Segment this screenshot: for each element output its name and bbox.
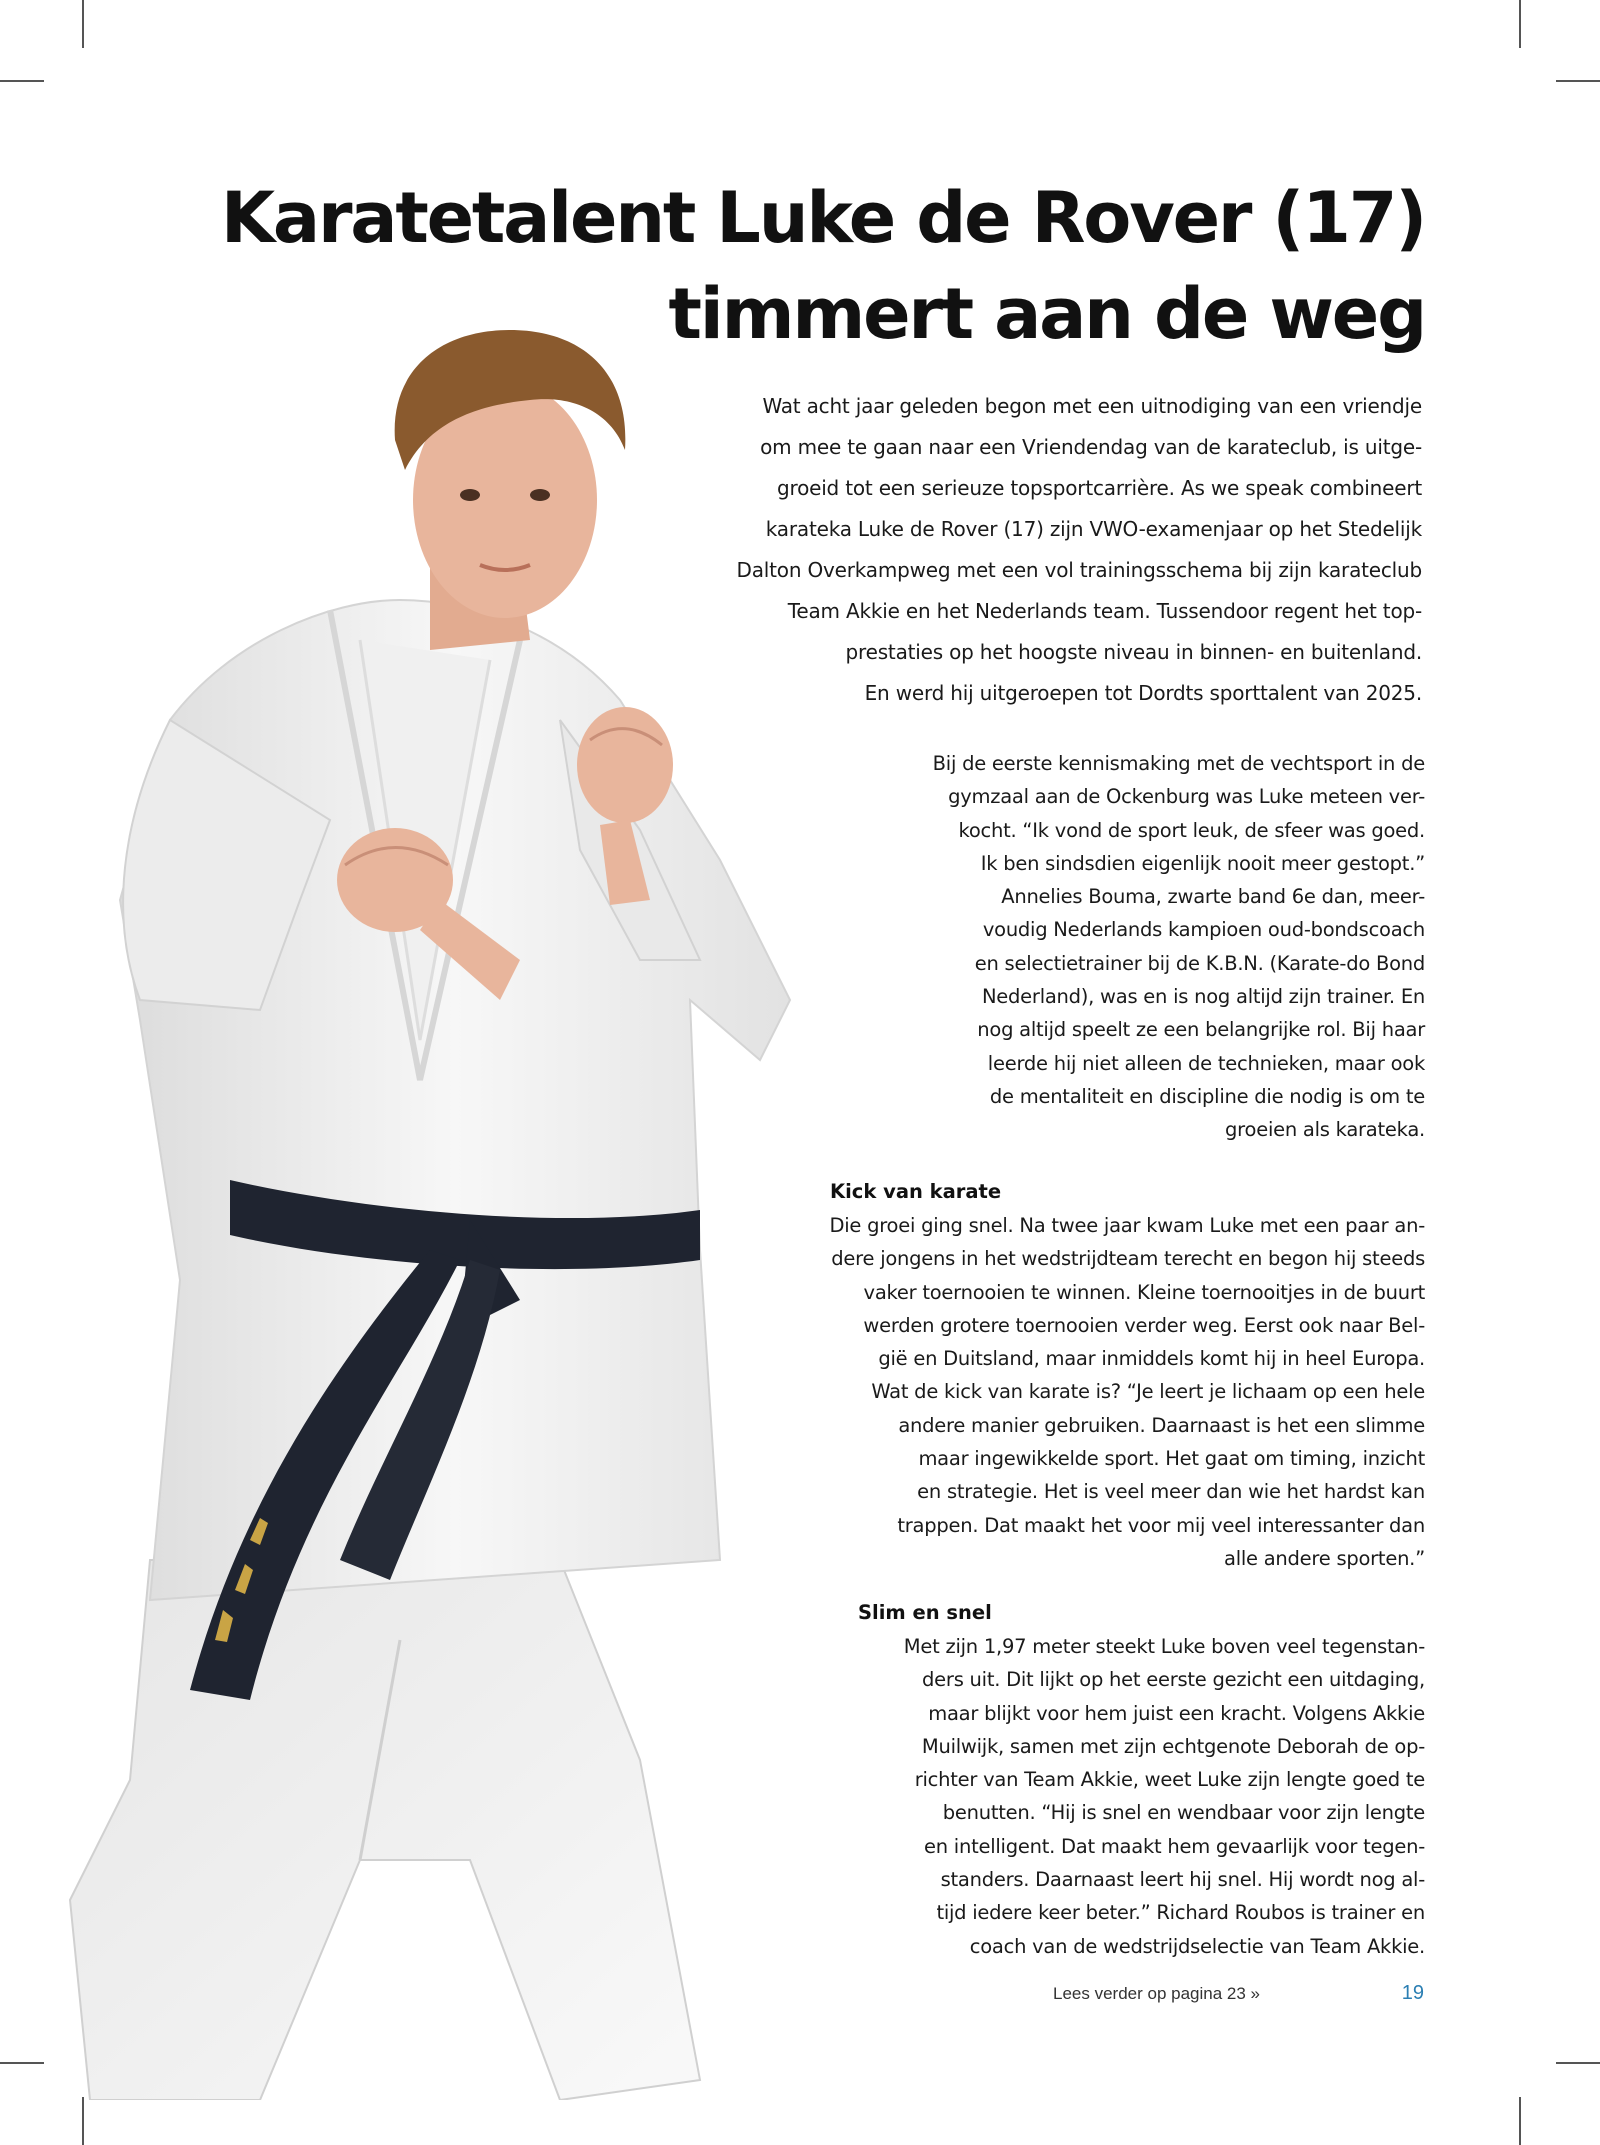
intro-line: prestaties op het hoogste niveau in binnen- en buitenland. bbox=[845, 640, 1422, 664]
intro-line: Dalton Overkampweg met een vol trainingsschema bij zijn karateclub bbox=[736, 558, 1422, 582]
body-line: voudig Nederlands kampioen oud-bondscoach bbox=[982, 918, 1425, 942]
body-line: Bij de eerste kennismaking met de vechtsport in de bbox=[932, 752, 1425, 775]
body-line: nog altijd speelt ze een belangrijke rol. Bij haar bbox=[977, 1018, 1425, 1042]
body-line: maar blijkt voor hem juist een kracht. Volgens Akkie bbox=[928, 1701, 1425, 1725]
title-line: Karatetalent Luke de Rover (17) bbox=[220, 177, 1425, 259]
intro-line: groeid tot een serieuze topsportcarrière. As we speak combineert bbox=[776, 476, 1422, 500]
body-line: kocht. “Ik vond de sport leuk, de sfeer was goed. bbox=[958, 818, 1425, 842]
body-line: Ik ben sindsdien eigenlijk nooit meer gestopt.” bbox=[980, 851, 1425, 875]
crop-mark-top-left-vertical bbox=[82, 0, 84, 48]
crop-mark-top-right-vertical bbox=[1519, 0, 1521, 48]
body-line: dere jongens in het wedstrijdteam terecht en begon hij steeds bbox=[831, 1247, 1425, 1271]
body-line: alle andere sporten.” bbox=[1224, 1546, 1425, 1570]
crop-mark-bottom-right-vertical bbox=[1519, 2097, 1521, 2145]
crop-mark-top-right-horizontal bbox=[1556, 80, 1600, 82]
right-fist bbox=[577, 707, 673, 823]
intro-line: Team Akkie en het Nederlands team. Tussendoor regent het top- bbox=[787, 599, 1422, 623]
subheading-slim-en-snel: Slim en snel bbox=[858, 1601, 992, 1624]
body-line: vaker toernooien te winnen. Kleine toernooitjes in de buurt bbox=[863, 1280, 1425, 1304]
body-line: maar ingewikkelde sport. Het gaat om timing, inzicht bbox=[918, 1447, 1425, 1471]
body-paragraph-2 bbox=[740, 1209, 1425, 1575]
body-line: en strategie. Het is veel meer dan wie het hardst kan bbox=[917, 1480, 1425, 1504]
pants bbox=[70, 1560, 700, 2100]
intro-paragraph bbox=[600, 386, 1422, 714]
body-line: coach van de wedstrijdselectie van Team Akkie. bbox=[969, 1934, 1425, 1958]
body-line: groeien als karateka. bbox=[1225, 1118, 1425, 1142]
intro-line: om mee te gaan naar een Vriendendag van de karateclub, is uitge- bbox=[760, 435, 1422, 459]
crop-mark-bottom-right-horizontal bbox=[1556, 2062, 1600, 2064]
body-line: trappen. Dat maakt het voor mij veel interessanter dan bbox=[897, 1513, 1425, 1537]
body-line: en selectietrainer bij de K.B.N. (Karate-do Bond bbox=[974, 951, 1425, 975]
body-line: gymzaal aan de Ockenburg was Luke meteen ver- bbox=[948, 785, 1425, 809]
intro-line: Wat acht jaar geleden begon met een uitnodiging van een vriendje bbox=[762, 394, 1422, 418]
page-number: 19 bbox=[1401, 1982, 1424, 2004]
body-line: en intelligent. Dat maakt hem gevaarlijk voor tegen- bbox=[924, 1834, 1425, 1858]
body-paragraph-3 bbox=[790, 1630, 1425, 1963]
body-line: Met zijn 1,97 meter steekt Luke boven veel tegenstan- bbox=[903, 1635, 1425, 1658]
subheading-kick-van-karate: Kick van karate bbox=[830, 1180, 1002, 1203]
body-line: tijd iedere keer beter.” Richard Roubos is trainer en bbox=[936, 1901, 1425, 1925]
body-line: Wat de kick van karate is? “Je leert je lichaam op een hele bbox=[871, 1380, 1425, 1404]
body-line: benutten. “Hij is snel en wendbaar voor zijn lengte bbox=[942, 1801, 1425, 1825]
body-line: gië en Duitsland, maar inmiddels komt hij in heel Europa. bbox=[878, 1347, 1425, 1371]
crop-mark-top-left-horizontal bbox=[0, 80, 44, 82]
body-line: Annelies Bouma, zwarte band 6e dan, meer- bbox=[1001, 885, 1425, 909]
body-line: richter van Team Akkie, weet Luke zijn lengte goed te bbox=[914, 1768, 1425, 1792]
body-line: standers. Daarnaast leert hij snel. Hij wordt nog al- bbox=[940, 1868, 1425, 1892]
body-line: de mentaliteit en discipline die nodig is om te bbox=[989, 1084, 1425, 1108]
body-line: ders uit. Dit lijkt op het eerste gezicht een uitdaging, bbox=[922, 1668, 1425, 1692]
body-line: leerde hij niet alleen de technieken, maar ook bbox=[987, 1051, 1425, 1075]
article-title bbox=[120, 170, 1425, 362]
title-line: timmert aan de weg bbox=[668, 273, 1425, 355]
body-line: Nederland), was en is nog altijd zijn trainer. En bbox=[981, 985, 1425, 1009]
body-line: andere manier gebruiken. Daarnaast is het een slimme bbox=[898, 1413, 1425, 1437]
crop-mark-bottom-left-vertical bbox=[82, 2097, 84, 2145]
body-line: Die groei ging snel. Na twee jaar kwam Luke met een paar an- bbox=[829, 1214, 1425, 1237]
body-paragraph-1 bbox=[780, 747, 1425, 1147]
intro-line: karateka Luke de Rover (17) zijn VWO-examenjaar op het Stedelijk bbox=[765, 517, 1422, 541]
body-line: Muilwijk, samen met zijn echtgenote Deborah de op- bbox=[921, 1734, 1425, 1758]
intro-line: En werd hij uitgeroepen tot Dordts sporttalent van 2025. bbox=[864, 681, 1422, 705]
continue-reading-note: Lees verder op pagina 23 » bbox=[1053, 1984, 1260, 2003]
body-line: werden grotere toernooien verder weg. Eerst ook naar Bel- bbox=[863, 1313, 1425, 1337]
